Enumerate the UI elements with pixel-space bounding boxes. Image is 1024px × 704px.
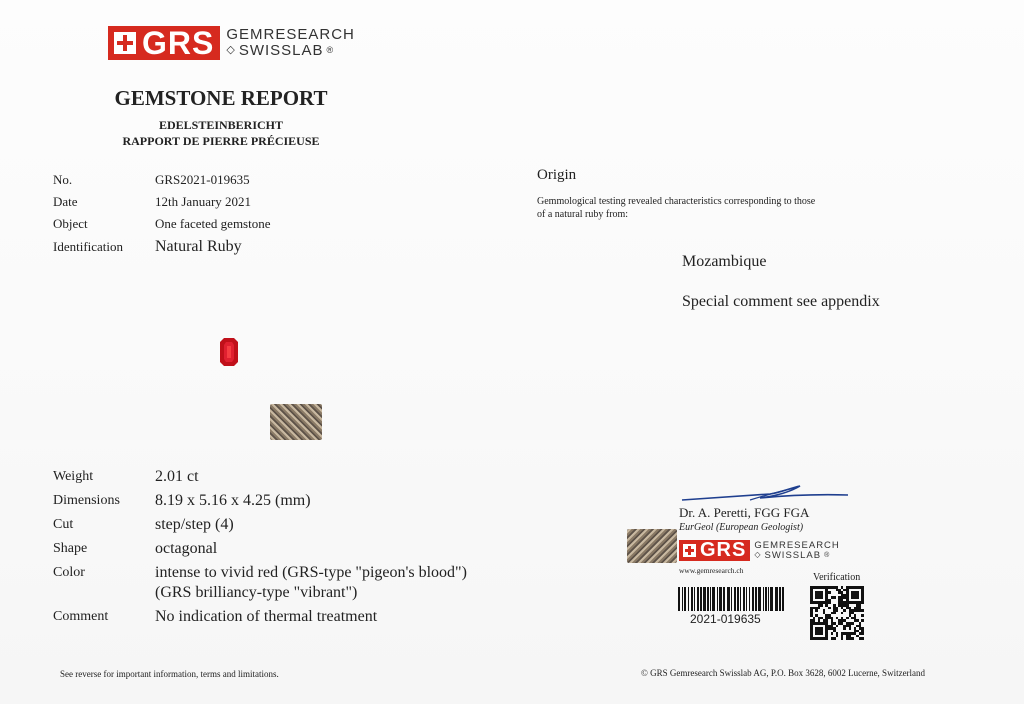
signature — [680, 482, 850, 504]
barcode-bar — [691, 587, 693, 611]
comment-label: Comment — [53, 609, 109, 624]
color-label: Color — [53, 565, 85, 580]
barcode-bar — [749, 587, 750, 611]
barcode-bar — [697, 587, 699, 611]
footer-left: See reverse for important information, terms and limitations. — [60, 669, 279, 679]
barcode-bar — [717, 587, 718, 611]
barcode-bar — [684, 587, 686, 611]
barcode-bar — [763, 587, 764, 611]
barcode-bar — [723, 587, 725, 611]
barcode-bar — [782, 587, 784, 611]
barcode-bar — [682, 587, 683, 611]
barcode-bar — [737, 587, 739, 611]
weight-label: Weight — [53, 469, 94, 484]
identification-label: Identification — [53, 239, 124, 254]
logo-mark: GRS — [142, 25, 215, 61]
barcode-bar — [768, 587, 769, 611]
barcode-bar — [719, 587, 722, 611]
object-value: One faceted gemstone — [155, 216, 271, 231]
logo-line1: GEMRESEARCH — [226, 26, 355, 44]
report-subtitle-de: EDELSTEINBERICHT — [158, 118, 284, 132]
barcode-bar — [758, 587, 761, 611]
signatory-name: Dr. A. Peretti, FGG FGA — [679, 505, 810, 520]
barcode-bar — [770, 587, 773, 611]
grs-logo-small — [679, 540, 840, 561]
cut-value: step/step (4) — [155, 516, 234, 533]
hologram-sticker-right — [627, 529, 677, 563]
logo-line1-small: GEMRESEARCH — [754, 539, 840, 551]
barcode-bar — [678, 587, 680, 611]
swiss-cross-icon — [114, 32, 136, 54]
hologram-sticker — [270, 404, 322, 440]
shape-label: Shape — [53, 541, 88, 556]
report-title: GEMSTONE REPORT — [114, 86, 328, 110]
website: www.gemresearch.ch — [679, 566, 744, 575]
barcode-number: 2021-019635 — [690, 612, 761, 626]
comment-value: No indication of thermal treatment — [155, 608, 378, 625]
no-label: No. — [53, 172, 73, 187]
diamond-icon: ◇ — [226, 44, 236, 57]
verification-label: Verification — [813, 572, 861, 583]
dimensions-label: Dimensions — [53, 493, 120, 508]
barcode-bar — [703, 587, 706, 611]
signatory-title: EurGeol (European Geologist) — [679, 522, 804, 533]
logo-line2-small: SWISSLAB — [764, 549, 822, 561]
barcode-bar — [727, 587, 730, 611]
report-subtitle-fr: RAPPORT DE PIERRE PRÉCIEUSE — [122, 134, 320, 148]
barcode-bar — [700, 587, 702, 611]
barcode-bar — [746, 587, 747, 611]
barcode-bar — [712, 587, 715, 611]
origin-heading: Origin — [537, 167, 577, 183]
origin-country: Mozambique — [682, 253, 767, 270]
logo-reg: ® — [326, 45, 335, 56]
origin-text-2: of a natural ruby from: — [537, 209, 629, 220]
barcode-bar — [694, 587, 695, 611]
barcode-bar — [743, 587, 745, 611]
logo-mark-small: GRS — [700, 539, 747, 561]
barcode-bar — [710, 587, 711, 611]
barcode-bar — [688, 587, 689, 611]
verification-qr-code[interactable] — [810, 586, 864, 640]
logo-line2: SWISSLAB — [238, 42, 324, 59]
barcode-bar — [775, 587, 778, 611]
origin-text-1: Gemmological testing revealed characteristics corresponding to those — [537, 196, 816, 207]
grs-logo — [108, 26, 355, 60]
weight-value: 2.01 ct — [155, 468, 199, 485]
identification-value: Natural Ruby — [155, 238, 242, 255]
barcode-bar — [731, 587, 732, 611]
barcode-bar — [707, 587, 709, 611]
barcode-bar — [779, 587, 781, 611]
ruby-photo — [220, 338, 238, 366]
date-label: Date — [53, 194, 78, 209]
barcode-bar — [740, 587, 741, 611]
logo-reg-small: ® — [824, 551, 831, 559]
color-value-2: (GRS brilliancy-type "vibrant") — [155, 584, 358, 601]
diamond-icon-small: ◇ — [754, 550, 762, 560]
barcode-bar — [765, 587, 767, 611]
barcode-bar — [755, 587, 757, 611]
color-value-1: intense to vivid red (GRS-type "pigeon's blood") — [155, 564, 467, 581]
cut-label: Cut — [53, 517, 74, 532]
barcode-bar — [752, 587, 754, 611]
special-comment: Special comment see appendix — [682, 293, 880, 310]
object-label: Object — [53, 216, 88, 231]
date-value: 12th January 2021 — [155, 194, 252, 209]
shape-value: octagonal — [155, 540, 218, 557]
swiss-cross-icon-small — [683, 544, 696, 557]
footer-right: © GRS Gemresearch Swisslab AG, P.O. Box 3628, 6002 Lucerne, Switzerland — [641, 668, 926, 678]
barcode-bar — [734, 587, 736, 611]
dimensions-value: 8.19 x 5.16 x 4.25 (mm) — [155, 492, 311, 509]
no-value: GRS2021-019635 — [155, 172, 250, 187]
barcode — [678, 587, 790, 611]
